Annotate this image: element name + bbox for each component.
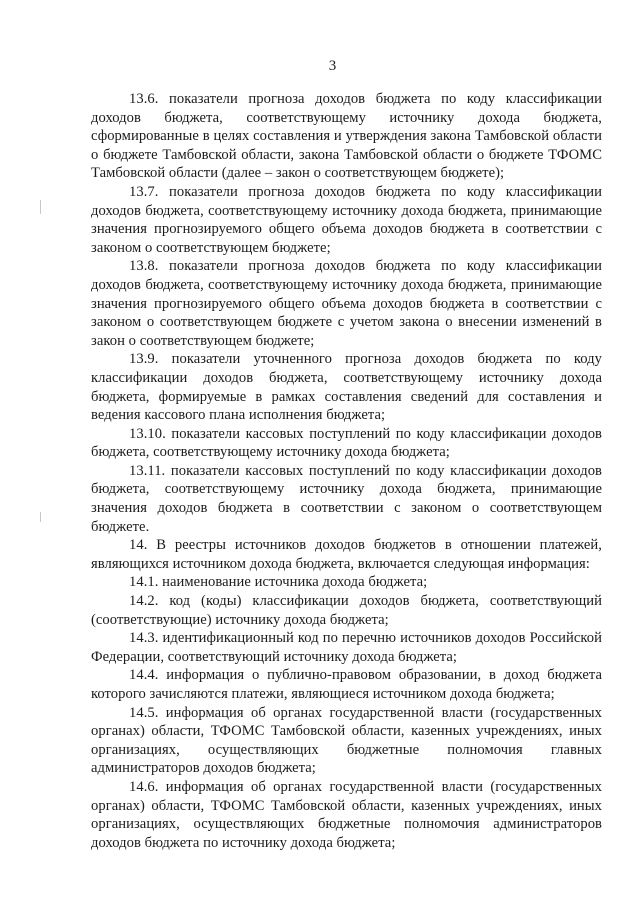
paragraph-13-6: 13.6. показатели прогноза доходов бюджета по коду классификации доходов бюджета, соответствующему источнику дохода бюджета, сформированные в целях составления и утверждения закона Тамбовской области о бюджете Тамбовской области, закона Тамбовской области о бюджете ТФОМС Тамбовской области (далее – закон о соответствующем бюджете); [91, 91, 602, 182]
scan-margin-mark [40, 512, 41, 522]
paragraph-13-7: 13.7. показатели прогноза доходов бюджета по коду классификации доходов бюджета, соответствующему источнику дохода бюджета, принимающие значения прогнозируемого общего объема доходов бюджета в соответствии с законом о соответствующем бюджете; [91, 183, 602, 256]
paragraph-14-1: 14.1. наименование источника дохода бюджета; [129, 574, 428, 591]
paragraph-13-10: 13.10. показатели кассовых поступлений по коду классификации доходов бюджета, соответствующему источнику дохода бюджета; [91, 425, 602, 461]
paragraph-14-2: 14.2. код (коды) классификации доходов бюджета, соответствующий (соответствующие) источнику дохода бюджета; [91, 593, 602, 628]
page-number: 3 [328, 58, 337, 74]
scan-margin-mark [40, 200, 41, 214]
paragraph-14-4: 14.4. информация о публично-правовом образовании, в доход бюджета которого зачисляются платежи, являющиеся источником дохода бюджета; [91, 667, 602, 702]
paragraph-13-8: 13.8. показатели прогноза доходов бюджета по коду классификации доходов бюджета, соответствующему источнику дохода бюджета, принимающие значения прогнозируемого общего объема доходов бюджета в соответствии с законом о соответствующем бюджете с учетом закона о внесении изменений в закон о соответствующем бюджете; [91, 258, 602, 349]
paragraph-14: 14. В реестры источников доходов бюджетов в отношении платежей, являющихся источником дохода бюджета, включается следующая информация: [91, 537, 602, 572]
paragraph-14-3: 14.3. идентификационный код по перечню источников доходов Российской Федерации, соответствующий источнику дохода бюджета; [91, 630, 602, 665]
paragraph-14-6: 14.6. информация об органах государственной власти (государственных органах) области, ТФОМС Тамбовской области, казенных учреждениях, иных организациях, осуществляющих бюджетные полномочия администраторов доходов бюджета по источнику дохода бюджета; [91, 778, 602, 851]
paragraph-13-9: 13.9. показатели уточненного прогноза доходов бюджета по коду классификации доходов бюджета, соответствующему источнику дохода бюджета, формируемые в рамках составления сведений для составления и ведения кассового плана исполнения бюджета; [91, 351, 602, 424]
paragraph-13-11: 13.11. показатели кассовых поступлений по коду классификации доходов бюджета, соответствующему источнику дохода бюджета, принимающие значения доходов бюджета в соответствии с законом о соответствующем бюджете. [91, 462, 602, 535]
paragraph-14-5: 14.5. информация об органах государственной власти (государственных органах) области, ТФОМС Тамбовской области, казенных учреждениях, иных организациях, осуществляющих бюджетные полномочия главных администраторов доходов бюджета; [91, 704, 602, 777]
